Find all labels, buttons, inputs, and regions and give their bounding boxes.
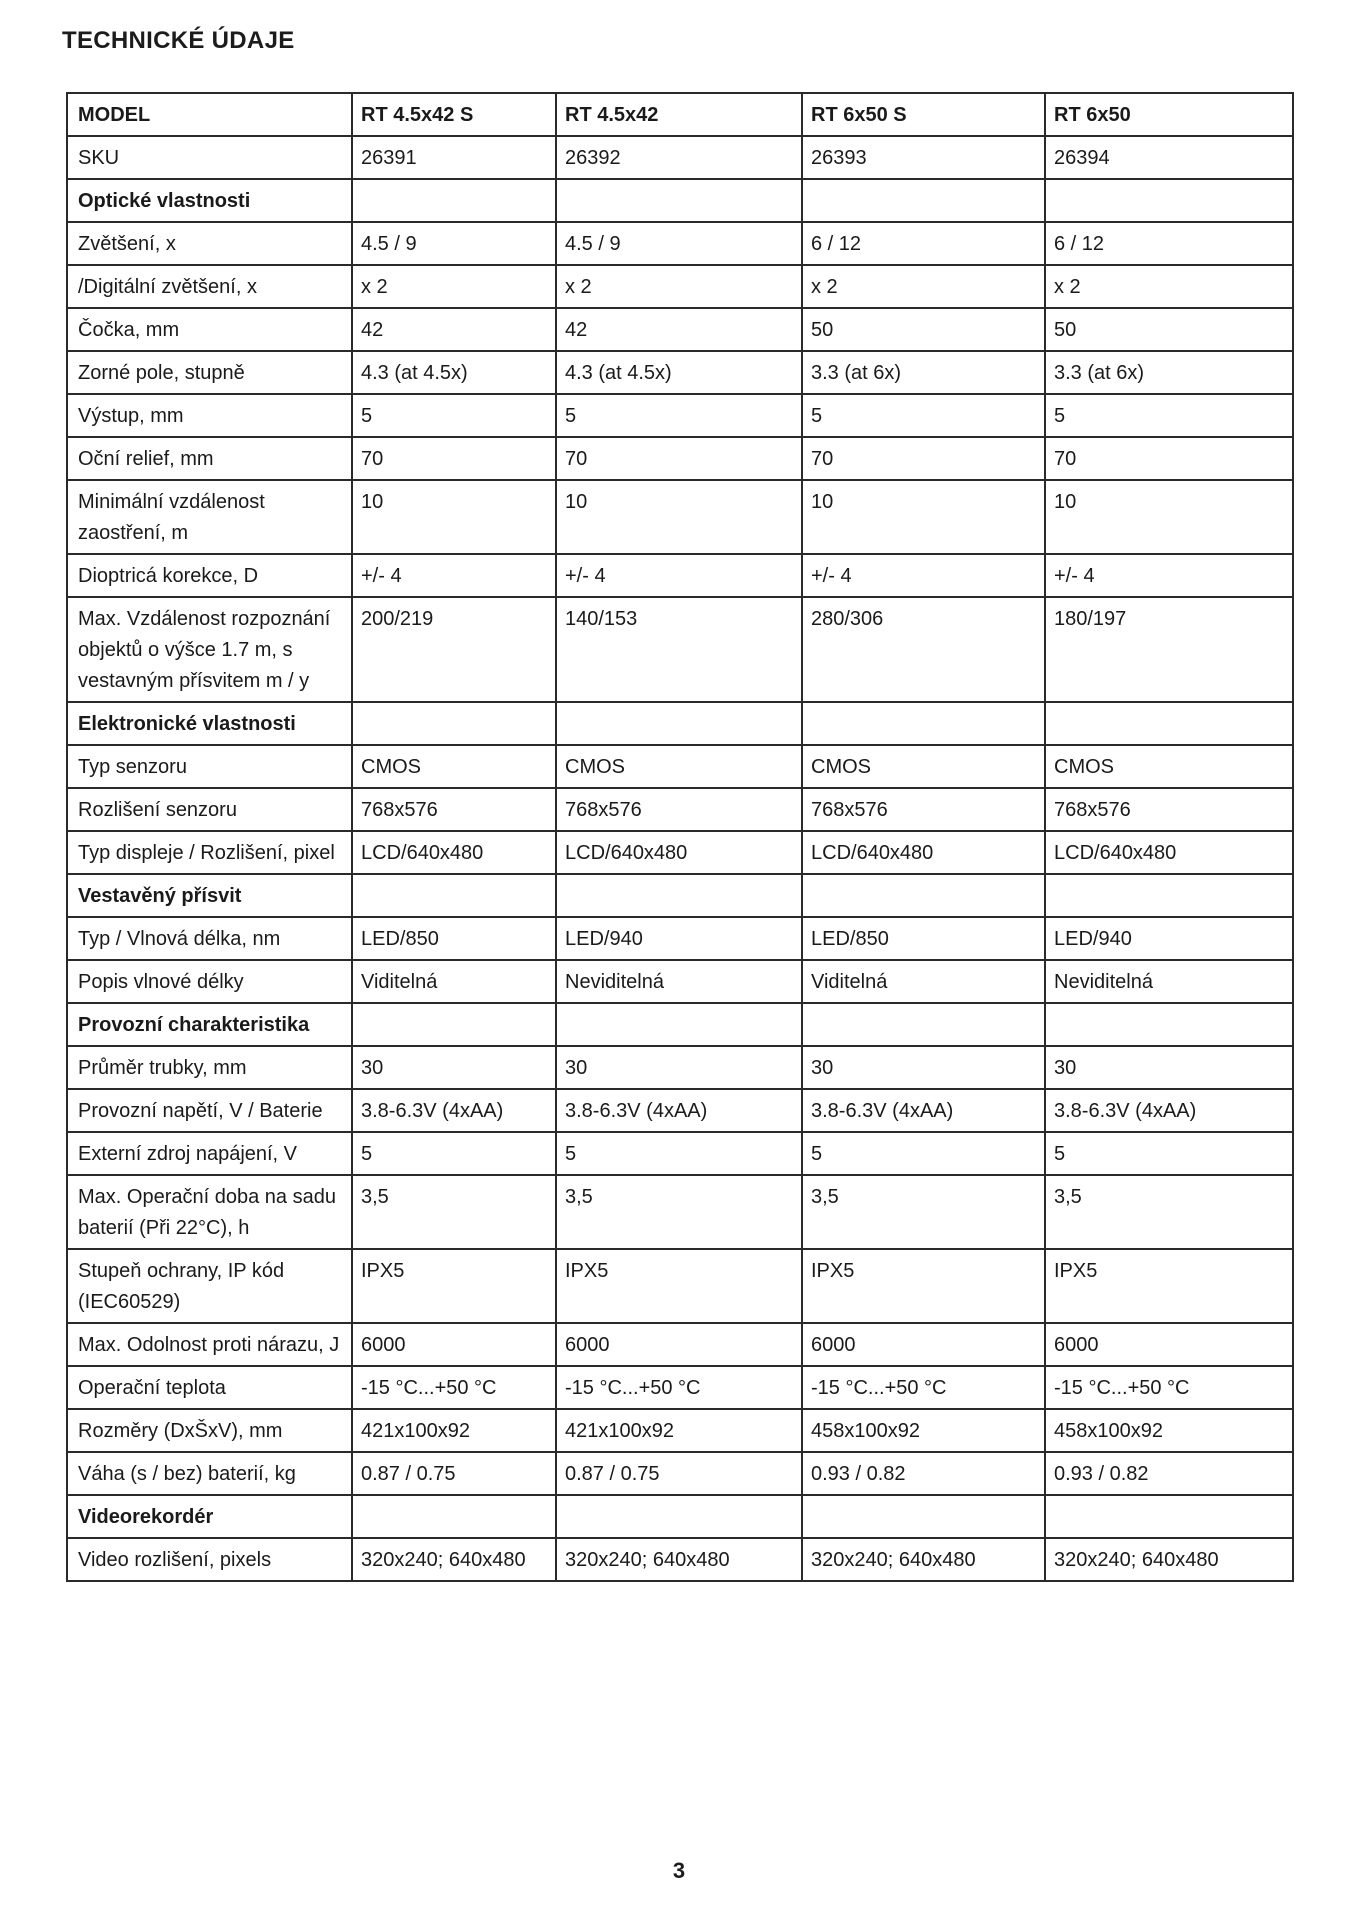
parameter-label: Stupeň ochrany, IP kód (IEC60529) [67, 1249, 352, 1323]
value-cell: 10 [352, 480, 556, 554]
table-row [67, 222, 1293, 265]
parameter-label: Popis vlnové délky [67, 960, 352, 1003]
value-cell: 320x240; 640x480 [802, 1538, 1045, 1581]
parameter-label: Typ / Vlnová délka, nm [67, 917, 352, 960]
section-header-row [67, 1495, 1293, 1538]
section-title: Videorekordér [67, 1495, 352, 1538]
value-cell: 0.87 / 0.75 [352, 1452, 556, 1495]
value-cell: Neviditelná [556, 960, 802, 1003]
value-cell: +/- 4 [556, 554, 802, 597]
value-cell: 70 [802, 437, 1045, 480]
value-cell: 0.93 / 0.82 [1045, 1452, 1293, 1495]
section-title: Elektronické vlastnosti [67, 702, 352, 745]
value-cell: 0.87 / 0.75 [556, 1452, 802, 1495]
parameter-label: Externí zdroj napájení, V [67, 1132, 352, 1175]
parameter-label: Rozlišení senzoru [67, 788, 352, 831]
value-cell: 30 [352, 1046, 556, 1089]
parameter-label: Video rozlišení, pixels [67, 1538, 352, 1581]
value-cell: LCD/640x480 [1045, 831, 1293, 874]
page-title: TECHNICKÉ ÚDAJE [62, 27, 295, 54]
parameter-label: Zvětšení, x [67, 222, 352, 265]
value-cell: 768x576 [1045, 788, 1293, 831]
value-cell: 3,5 [802, 1175, 1045, 1249]
value-cell: 26394 [1045, 136, 1293, 179]
value-cell: 768x576 [556, 788, 802, 831]
value-cell: 320x240; 640x480 [352, 1538, 556, 1581]
table-row [67, 1409, 1293, 1452]
value-cell: CMOS [1045, 745, 1293, 788]
value-cell: 30 [1045, 1046, 1293, 1089]
value-cell [1045, 1495, 1293, 1538]
table-row [67, 1452, 1293, 1495]
table-row [67, 788, 1293, 831]
value-cell: 3.8-6.3V (4xAA) [802, 1089, 1045, 1132]
value-cell: 280/306 [802, 597, 1045, 702]
parameter-label: Oční relief, mm [67, 437, 352, 480]
model-name-cell: RT 6x50 S [802, 93, 1045, 136]
value-cell [352, 1495, 556, 1538]
table-row [67, 308, 1293, 351]
table-row [67, 745, 1293, 788]
value-cell: 3.3 (at 6x) [802, 351, 1045, 394]
parameter-label: Průměr trubky, mm [67, 1046, 352, 1089]
value-cell [352, 874, 556, 917]
section-header-row [67, 179, 1293, 222]
value-cell: 70 [1045, 437, 1293, 480]
table-row [67, 136, 1293, 179]
value-cell [802, 1495, 1045, 1538]
value-cell: 0.93 / 0.82 [802, 1452, 1045, 1495]
section-title: Optické vlastnosti [67, 179, 352, 222]
section-header-row [67, 874, 1293, 917]
value-cell: LED/940 [1045, 917, 1293, 960]
value-cell: -15 °C...+50 °C [802, 1366, 1045, 1409]
value-cell: 6000 [352, 1323, 556, 1366]
value-cell: IPX5 [1045, 1249, 1293, 1323]
value-cell [1045, 874, 1293, 917]
value-cell: 5 [556, 394, 802, 437]
parameter-label: Max. Operační doba na sadu baterií (Při 22°C), h [67, 1175, 352, 1249]
value-cell: 180/197 [1045, 597, 1293, 702]
value-cell: CMOS [556, 745, 802, 788]
value-cell: 3.8-6.3V (4xAA) [556, 1089, 802, 1132]
value-cell: 10 [802, 480, 1045, 554]
value-cell: 26391 [352, 136, 556, 179]
parameter-label: Typ displeje / Rozlišení, pixel [67, 831, 352, 874]
parameter-label: Provozní napětí, V / Baterie [67, 1089, 352, 1132]
value-cell: 3,5 [1045, 1175, 1293, 1249]
value-cell: 200/219 [352, 597, 556, 702]
value-cell: 42 [352, 308, 556, 351]
value-cell: 3,5 [352, 1175, 556, 1249]
value-cell: 768x576 [352, 788, 556, 831]
value-cell: 6 / 12 [1045, 222, 1293, 265]
value-cell: 26392 [556, 136, 802, 179]
value-cell [802, 702, 1045, 745]
value-cell: 5 [802, 394, 1045, 437]
value-cell [556, 702, 802, 745]
table-row [67, 1249, 1293, 1323]
value-cell: 320x240; 640x480 [556, 1538, 802, 1581]
table-row [67, 1366, 1293, 1409]
value-cell: 458x100x92 [1045, 1409, 1293, 1452]
value-cell: Neviditelná [1045, 960, 1293, 1003]
value-cell: x 2 [556, 265, 802, 308]
value-cell: LCD/640x480 [352, 831, 556, 874]
model-name-cell: RT 6x50 [1045, 93, 1293, 136]
value-cell: 70 [352, 437, 556, 480]
page-number: 3 [672, 1858, 686, 1883]
value-cell: 10 [556, 480, 802, 554]
value-cell [802, 179, 1045, 222]
value-cell [556, 874, 802, 917]
table-row [67, 554, 1293, 597]
value-cell: 3,5 [556, 1175, 802, 1249]
table-row [67, 351, 1293, 394]
value-cell: 458x100x92 [802, 1409, 1045, 1452]
value-cell [352, 702, 556, 745]
value-cell: 6000 [556, 1323, 802, 1366]
value-cell: 5 [352, 1132, 556, 1175]
section-title: Vestavěný přísvit [67, 874, 352, 917]
value-cell: 421x100x92 [556, 1409, 802, 1452]
value-cell: CMOS [352, 745, 556, 788]
value-cell: 6 / 12 [802, 222, 1045, 265]
table-row [67, 394, 1293, 437]
table-row [67, 1538, 1293, 1581]
value-cell [802, 874, 1045, 917]
value-cell: -15 °C...+50 °C [556, 1366, 802, 1409]
value-cell: LCD/640x480 [802, 831, 1045, 874]
section-title: Provozní charakteristika [67, 1003, 352, 1046]
value-cell: 5 [1045, 394, 1293, 437]
table-row [67, 831, 1293, 874]
value-cell [352, 179, 556, 222]
value-cell [1045, 1003, 1293, 1046]
parameter-label: Zorné pole, stupně [67, 351, 352, 394]
parameter-label: Max. Odolnost proti nárazu, J [67, 1323, 352, 1366]
value-cell: 320x240; 640x480 [1045, 1538, 1293, 1581]
parameter-label: Čočka, mm [67, 308, 352, 351]
value-cell [556, 1003, 802, 1046]
table-row [67, 1175, 1293, 1249]
parameter-label: /Digitální zvětšení, x [67, 265, 352, 308]
value-cell [1045, 702, 1293, 745]
parameter-label: Minimální vzdálenost zaostření, m [67, 480, 352, 554]
parameter-label: Dioptricá korekce, D [67, 554, 352, 597]
value-cell: 70 [556, 437, 802, 480]
parameter-label: SKU [67, 136, 352, 179]
value-cell: x 2 [802, 265, 1045, 308]
value-cell: CMOS [802, 745, 1045, 788]
value-cell: 10 [1045, 480, 1293, 554]
spec-table [66, 92, 1294, 1582]
value-cell: LED/850 [352, 917, 556, 960]
value-cell [802, 1003, 1045, 1046]
section-header-row [67, 702, 1293, 745]
table-row [67, 960, 1293, 1003]
parameter-label: Rozměry (DxŠxV), mm [67, 1409, 352, 1452]
table-row [67, 265, 1293, 308]
value-cell: 3.8-6.3V (4xAA) [1045, 1089, 1293, 1132]
value-cell: 50 [802, 308, 1045, 351]
value-cell: 6000 [1045, 1323, 1293, 1366]
value-cell: x 2 [1045, 265, 1293, 308]
table-row [67, 1046, 1293, 1089]
value-cell: 42 [556, 308, 802, 351]
section-header-row [67, 1003, 1293, 1046]
table-row [67, 437, 1293, 480]
value-cell: 5 [352, 394, 556, 437]
value-cell: IPX5 [802, 1249, 1045, 1323]
value-cell: 768x576 [802, 788, 1045, 831]
parameter-label: Výstup, mm [67, 394, 352, 437]
value-cell: LED/850 [802, 917, 1045, 960]
table-row [67, 480, 1293, 554]
value-cell: 4.3 (at 4.5x) [556, 351, 802, 394]
value-cell [1045, 179, 1293, 222]
parameter-label: Max. Vzdálenost rozpoznání objektů o výšce 1.7 m, s vestavným přísvitem m / y [67, 597, 352, 702]
value-cell: +/- 4 [802, 554, 1045, 597]
table-row [67, 597, 1293, 702]
value-cell: 4.3 (at 4.5x) [352, 351, 556, 394]
value-cell [352, 1003, 556, 1046]
value-cell [556, 179, 802, 222]
spec-table-body [67, 93, 1293, 1581]
model-name-cell: RT 4.5x42 S [352, 93, 556, 136]
parameter-label: Váha (s / bez) baterií, kg [67, 1452, 352, 1495]
value-cell: -15 °C...+50 °C [1045, 1366, 1293, 1409]
value-cell: LED/940 [556, 917, 802, 960]
value-cell: x 2 [352, 265, 556, 308]
parameter-label: Typ senzoru [67, 745, 352, 788]
value-cell: 6000 [802, 1323, 1045, 1366]
value-cell: +/- 4 [1045, 554, 1293, 597]
value-cell: 4.5 / 9 [556, 222, 802, 265]
model-name-cell: RT 4.5x42 [556, 93, 802, 136]
value-cell: 5 [556, 1132, 802, 1175]
table-row [67, 1132, 1293, 1175]
value-cell [556, 1495, 802, 1538]
value-cell: 421x100x92 [352, 1409, 556, 1452]
value-cell: 50 [1045, 308, 1293, 351]
value-cell: LCD/640x480 [556, 831, 802, 874]
value-cell: 4.5 / 9 [352, 222, 556, 265]
value-cell: 5 [1045, 1132, 1293, 1175]
value-cell: Viditelná [352, 960, 556, 1003]
value-cell: IPX5 [556, 1249, 802, 1323]
value-cell: 30 [556, 1046, 802, 1089]
value-cell: 3.8-6.3V (4xAA) [352, 1089, 556, 1132]
value-cell: 5 [802, 1132, 1045, 1175]
parameter-label: Operační teplota [67, 1366, 352, 1409]
table-header-row [67, 93, 1293, 136]
value-cell: Viditelná [802, 960, 1045, 1003]
value-cell: 3.3 (at 6x) [1045, 351, 1293, 394]
parameter-label: MODEL [67, 93, 352, 136]
value-cell: 30 [802, 1046, 1045, 1089]
value-cell: 26393 [802, 136, 1045, 179]
table-row [67, 917, 1293, 960]
value-cell: +/- 4 [352, 554, 556, 597]
value-cell: 140/153 [556, 597, 802, 702]
table-row [67, 1089, 1293, 1132]
table-row [67, 1323, 1293, 1366]
value-cell: IPX5 [352, 1249, 556, 1323]
value-cell: -15 °C...+50 °C [352, 1366, 556, 1409]
